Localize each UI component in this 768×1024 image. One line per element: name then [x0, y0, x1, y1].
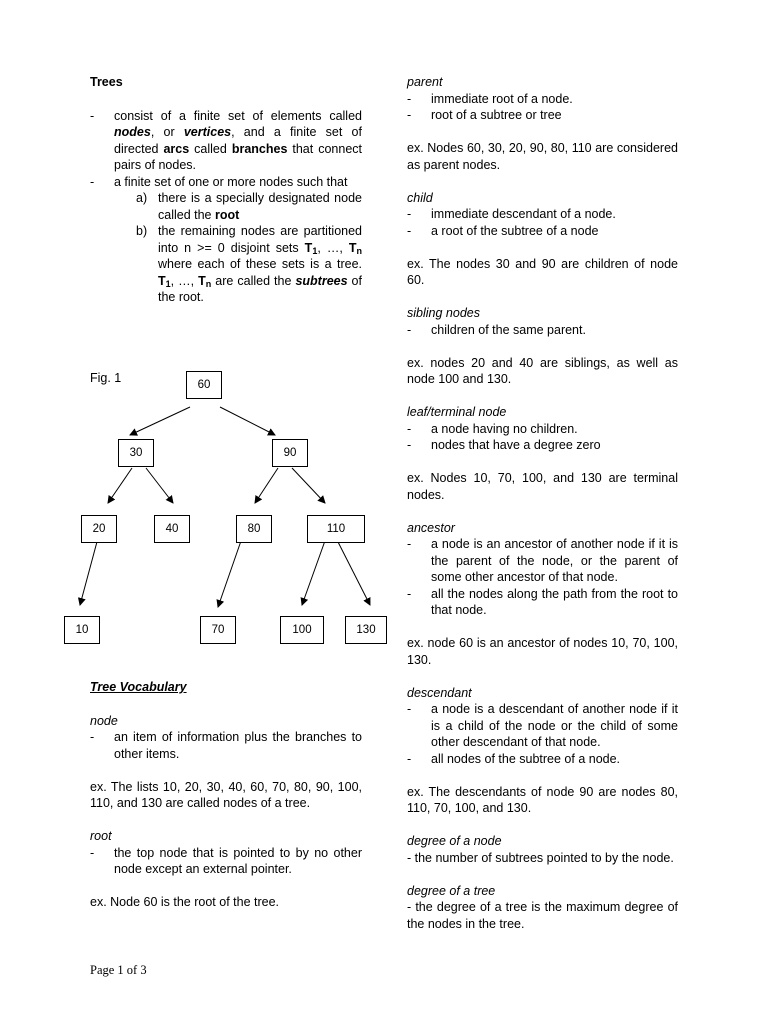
- def-leaf-2: - nodes that have a degree zero: [407, 437, 678, 454]
- edge-60-30: [130, 407, 190, 435]
- def-descendant-1: - a node is a descendant of another node if it is a child of the node or the child of some other descendant of that node.: [407, 701, 678, 751]
- section-title: Trees: [90, 75, 123, 89]
- edge-30-20: [108, 468, 132, 503]
- node-80: 80: [236, 515, 272, 543]
- node-40: 40: [154, 515, 190, 543]
- intro-item-1: - consist of a finite set of elements called nodes, or vertices, and a finite set of directed arcs called branches that connect pairs of nodes.: [90, 108, 362, 174]
- edge-110-100: [302, 538, 326, 605]
- example-node: ex. The lists 10, 20, 30, 40, 60, 70, 80, 90, 100, 110, and 130 are called nodes of a tree.: [90, 779, 362, 810]
- term-child: child: [407, 190, 433, 205]
- node-20: 20: [81, 515, 117, 543]
- tree-figure: [60, 360, 390, 660]
- edge-60-90: [220, 407, 275, 435]
- example-parent: ex. Nodes 60, 30, 20, 90, 80, 110 are considered as parent nodes.: [407, 141, 678, 172]
- node-130: 130: [345, 616, 387, 644]
- def-root: - the top node that is pointed to by no other node except an external pointer.: [90, 845, 362, 878]
- def-parent-1: - immediate root of a node.: [407, 91, 678, 108]
- node-10: 10: [64, 616, 100, 644]
- def-ancestor-2: - all the nodes along the path from the root to that node.: [407, 586, 678, 619]
- node-100: 100: [280, 616, 324, 644]
- term-node: node: [90, 713, 118, 728]
- term-degree-tree: degree of a tree: [407, 883, 496, 898]
- node-90: 90: [272, 439, 308, 467]
- node-110: 110: [307, 515, 365, 543]
- edge-20-10: [80, 538, 98, 605]
- term-ancestor: ancestor: [407, 520, 455, 535]
- example-child: ex. The nodes 30 and 90 are children of node 60.: [407, 256, 678, 287]
- example-ancestor: ex. node 60 is an ancestor of nodes 10, 70, 100, 130.: [407, 636, 678, 667]
- def-ancestor-1: - a node is an ancestor of another node if it is the parent of the node, or the parent of some other ancestor of that node.: [407, 536, 678, 586]
- def-descendant-2: - all nodes of the subtree of a node.: [407, 751, 678, 768]
- example-root: ex. Node 60 is the root of the tree.: [90, 895, 280, 909]
- def-node: - an item of information plus the branches to other items.: [90, 729, 362, 762]
- def-degree-node: - the number of subtrees pointed to by the node.: [407, 850, 674, 865]
- def-degree-tree: - the degree of a tree is the maximum degree of the nodes in the tree.: [407, 900, 678, 931]
- sub-item-a: a) there is a specially designated node called the root: [136, 191, 362, 222]
- example-sibling: ex. nodes 20 and 40 are siblings, as well as node 100 and 130.: [407, 355, 678, 386]
- edge-90-80: [255, 468, 278, 503]
- vocab-heading: Tree Vocabulary: [90, 680, 187, 694]
- def-child-2: - a root of the subtree of a node: [407, 223, 678, 240]
- example-leaf: ex. Nodes 10, 70, 100, and 130 are terminal nodes.: [407, 471, 678, 502]
- def-parent-2: - root of a subtree or tree: [407, 107, 678, 124]
- sub-item-b: b) the remaining nodes are partitioned into n >= 0 disjoint sets $T_1$, …, $T_n$ where each of these sets is a tree. $T_1$, …, $T_n$ are called the subtrees of the root.: [136, 224, 362, 304]
- right-column: [407, 74, 678, 932]
- vocab-section: [90, 679, 362, 911]
- intro-item-2: - a finite set of one or more nodes such that: [90, 174, 362, 191]
- term-leaf: leaf/terminal node: [407, 405, 507, 419]
- edge-90-110: [292, 468, 325, 503]
- example-descendant: ex. The descendants of node 90 are nodes 80, 110, 70, 100, and 130.: [407, 784, 678, 815]
- edge-30-40: [146, 468, 173, 503]
- node-70: 70: [200, 616, 236, 644]
- node-60: 60: [186, 371, 222, 399]
- figure-label: Fig. 1: [90, 371, 122, 385]
- edge-110-130: [336, 538, 370, 605]
- term-sibling: sibling nodes: [407, 306, 480, 320]
- term-descendant: descendant: [407, 685, 472, 700]
- left-column: [90, 74, 362, 306]
- def-child-1: - immediate descendant of a node.: [407, 206, 678, 223]
- def-sibling: - children of the same parent.: [407, 322, 678, 339]
- page-footer: Page 1 of 3: [90, 963, 147, 977]
- term-parent: parent: [407, 75, 443, 89]
- def-leaf-1: - a node having no children.: [407, 421, 678, 438]
- tree-edges: [60, 360, 390, 660]
- term-root: root: [90, 829, 112, 843]
- node-30: 30: [118, 439, 154, 467]
- edge-80-70: [218, 538, 242, 607]
- term-degree-node: degree of a node: [407, 834, 502, 848]
